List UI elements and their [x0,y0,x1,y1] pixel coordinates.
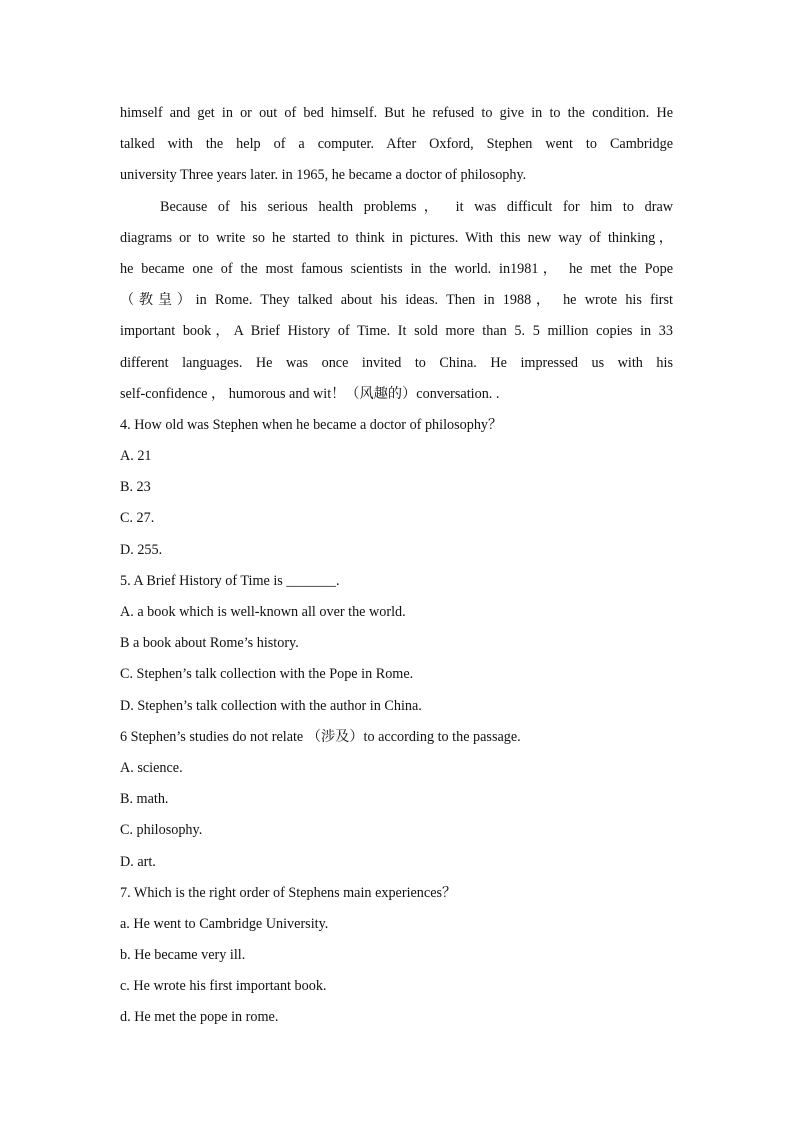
passage-line: important book，A Brief History of Time. It sold more than 5. 5 million copies in 33 [120,323,673,340]
passage-line: self-confidence ， humorous and wit！（风趣的）conversation. . [120,385,500,402]
passage-line: Because of his serious health problems， it was difficult for him to draw [160,198,673,215]
answer-option: A. a book which is well-known all over the world. [120,604,406,620]
answer-option: C. philosophy. [120,822,203,839]
question-stem: 6 Stephen’s studies do not relate （涉及）to according to the passage. [120,728,521,745]
passage-line: different languages. He was once invited to China. He impressed us with his [120,354,673,371]
passage-line: he became one of the most famous scientists in the world. in1981， he met the Pope [120,260,673,277]
passage-line: university Three years later. in 1965, he became a doctor of philosophy. [120,167,527,184]
answer-option: D. art. [120,853,156,870]
question-6 [120,722,673,878]
answer-option: D. Stephen’s talk collection with the author in China. [120,697,422,714]
passage-line: talked with the help of a computer. After Oxford, Stephen went to Cambridge [120,136,673,153]
question-stem: 4. How old was Stephen when he became a doctor of philosophy？ [120,416,503,433]
answer-option: C. Stephen’s talk collection with the Pope in Rome. [120,666,414,683]
answer-option: c. He wrote his first important book. [120,978,327,995]
question-5 [120,566,673,722]
question-stem: 7. Which is the right order of Stephens main experiences？ [120,884,457,901]
answer-option: d. He met the pope in rome. [120,1009,279,1026]
answer-option: a. He went to Cambridge University. [120,915,329,932]
answer-option: b. He became very ill. [120,947,246,964]
question-7 [120,878,673,1034]
answer-option: C. 27. [120,510,155,527]
reading-passage [120,98,673,410]
answer-option: B. math. [120,791,169,808]
answer-option: B a book about Rome’s history. [120,635,299,652]
answer-option: D. 255. [120,541,163,558]
question-stem: 5. A Brief History of Time is _______. [120,572,340,589]
passage-line: diagrams or to write so he started to think in pictures. With this new way of thinking， [120,229,673,246]
question-4 [120,410,673,566]
answer-option: A. 21 [120,448,152,465]
answer-option: A. science. [120,759,183,776]
passage-line: （教皇）in Rome. They talked about his ideas. Then in 1988， he wrote his first [120,292,673,309]
answer-option: B. 23 [120,479,151,496]
page-content [120,98,673,1034]
passage-line: himself and get in or out of bed himself. But he refused to give in to the condition. He [120,105,673,121]
